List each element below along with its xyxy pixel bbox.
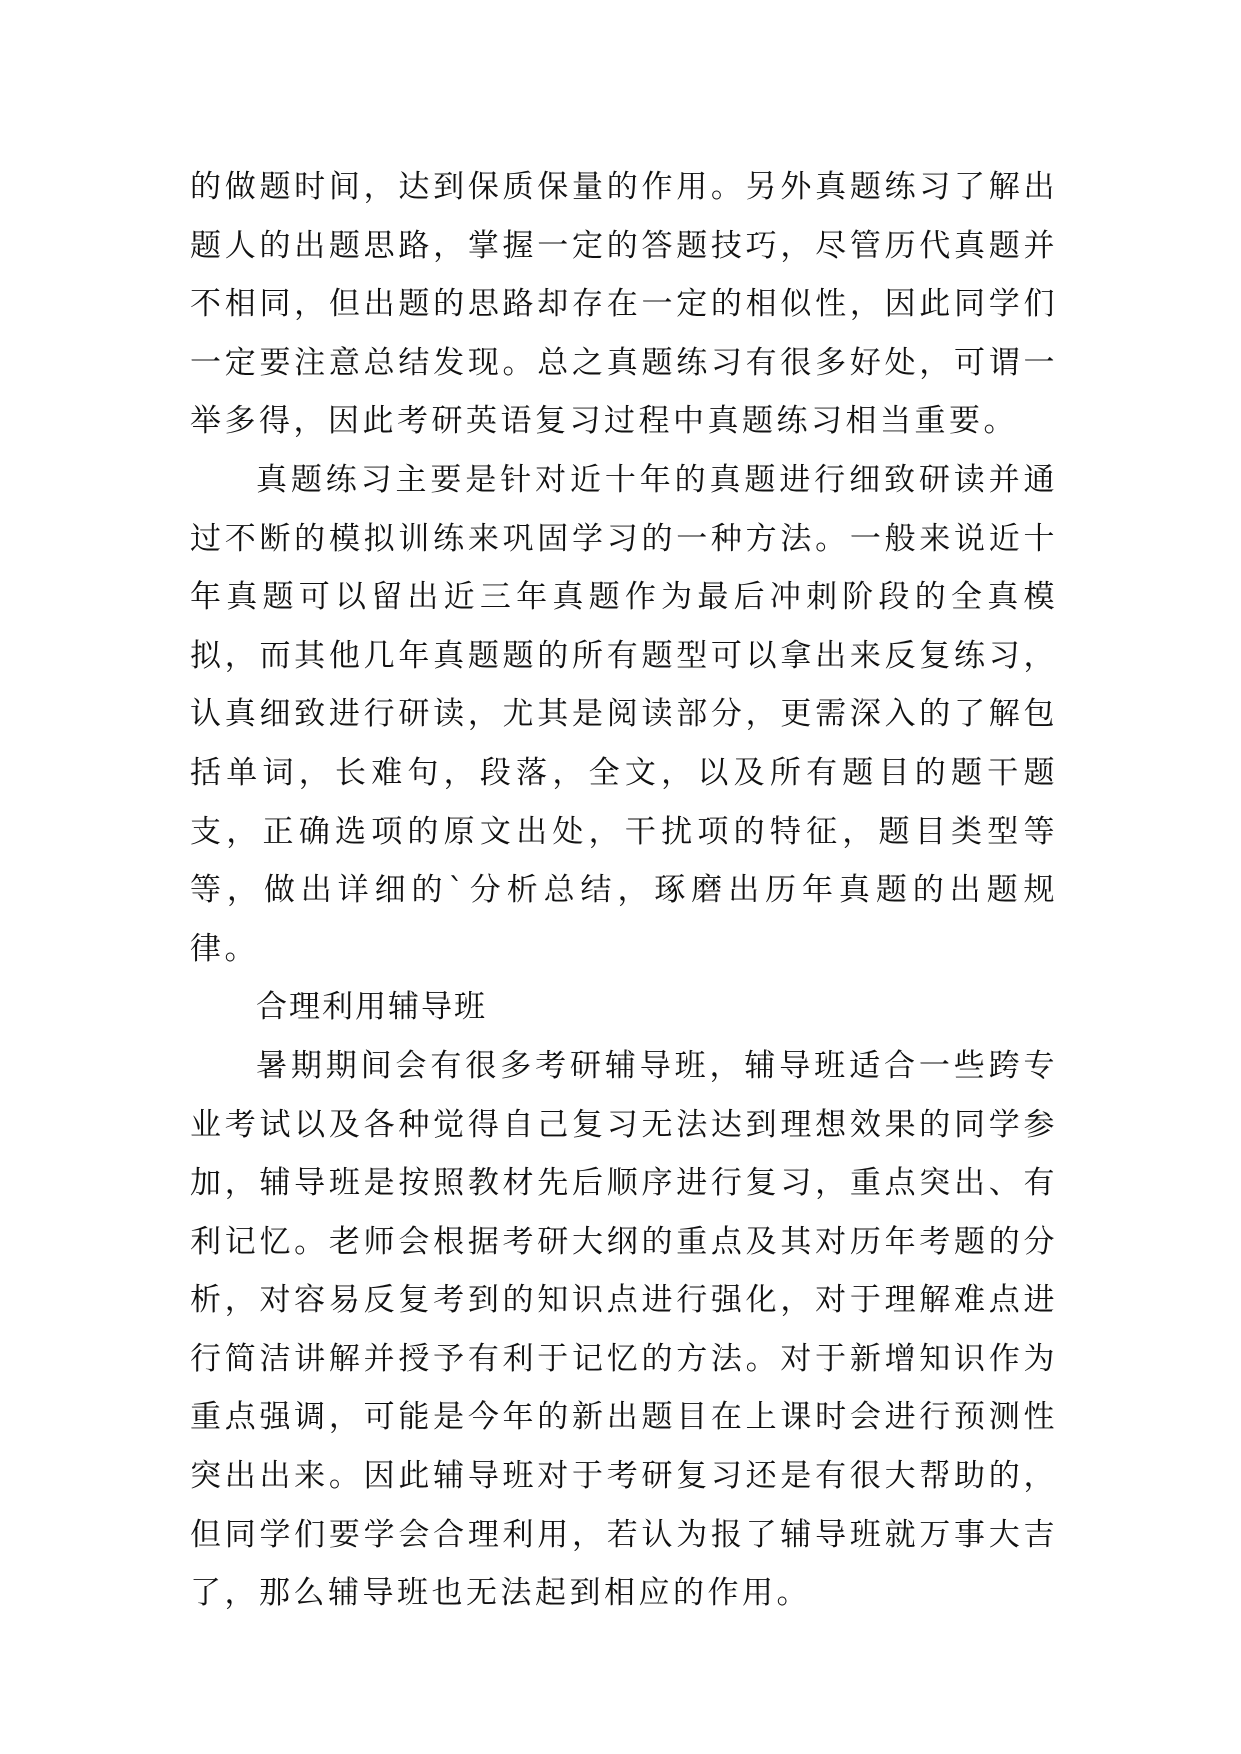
document-body <box>190 158 1058 1623</box>
paragraph-continuation: 的做题时间，达到保质保量的作用。另外真题练习了解出题人的出题思路，掌握一定的答题技巧，尽管历代真题并不相同，但出题的思路却存在一定的相似性，因此同学们一定要注意总结发现。总之真题练习有很多好处，可谓一举多得，因此考研英语复习过程中真题练习相当重要。 <box>190 169 1058 440</box>
section-heading: 合理利用辅导班 <box>256 989 487 1026</box>
paragraph-tutoring-class: 暑期期间会有很多考研辅导班，辅导班适合一些跨专业考试以及各种觉得自己复习无法达到理想效果的同学参加，辅导班是按照教材先后顺序进行复习，重点突出、有利记忆。老师会根据考研大纲的重点及其对历年考题的分析，对容易反复考到的知识点进行强化，对于理解难点进行简洁讲解并授予有利于记忆的方法。对于新增知识作为重点强调，可能是今年的新出题目在上课时会进行预测性突出出来。因此辅导班对于考研复习还是有很大帮助的，但同学们要学会合理利用，若认为报了辅导班就万事大吉了，那么辅导班也无法起到相应的作用。 <box>190 1047 1058 1612</box>
paragraph-past-exam-practice: 真题练习主要是针对近十年的真题进行细致研读并通过不断的模拟训练来巩固学习的一种方法。一般来说近十年真题可以留出近三年真题作为最后冲刺阶段的全真模拟，而其他几年真题题的所有题型可以拿出来反复练习，认真细致进行研读，尤其是阅读部分，更需深入的了解包括单词，长难句，段落，全文，以及所有题目的题干题支，正确选项的原文出处，干扰项的特征，题目类型等等，做出详细的`分析总结，琢磨出历年真题的出题规律。 <box>190 461 1058 967</box>
